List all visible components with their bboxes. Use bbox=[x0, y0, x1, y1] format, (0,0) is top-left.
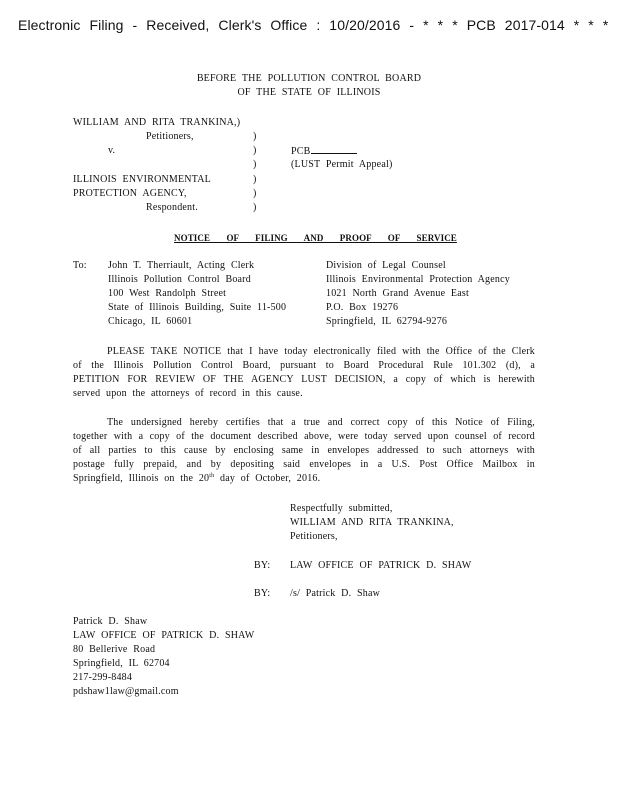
recipient-line: 1021 North Grand Avenue East bbox=[326, 288, 469, 299]
attorney-firm: LAW OFFICE OF PATRICK D. SHAW bbox=[73, 630, 255, 641]
attorney-phone: 217-299-8484 bbox=[73, 672, 133, 683]
attorney-email: pdshaw1law@gmail.com bbox=[73, 686, 179, 697]
court-heading-line-1: BEFORE THE POLLUTION CONTROL BOARD bbox=[196, 73, 422, 84]
recipient-line: State of Illinois Building, Suite 11-500 bbox=[108, 302, 287, 313]
certificate-paragraph-text bbox=[73, 416, 535, 486]
electronic-signature: /s/ Patrick D. Shaw bbox=[290, 588, 381, 599]
case-number bbox=[291, 144, 357, 159]
petitioners-label: Petitioners, bbox=[146, 131, 194, 142]
petitioners-name: WILLIAM AND RITA TRANKINA,) bbox=[73, 117, 241, 128]
attorney-street: 80 Bellerive Road bbox=[73, 644, 156, 655]
recipient-left bbox=[108, 259, 286, 329]
signer-role: Petitioners, bbox=[290, 531, 338, 542]
case-number-blank bbox=[311, 144, 357, 154]
certificate-text-end: day of October, 2016. bbox=[214, 473, 321, 484]
caption-paren: ) bbox=[253, 131, 257, 142]
electronic-filing-stamp: Electronic Filing - Received, Clerk's Office : 10/20/2016 - * * * PCB 2017-014 * * * bbox=[18, 17, 609, 33]
attorney-name: Patrick D. Shaw bbox=[73, 616, 148, 627]
recipient-line: Illinois Environmental Protection Agency bbox=[326, 274, 510, 285]
signature-block bbox=[290, 502, 454, 544]
caption-paren: ) bbox=[253, 159, 257, 170]
signer-name: WILLIAM AND RITA TRANKINA, bbox=[290, 517, 454, 528]
recipient-right bbox=[326, 259, 510, 329]
attorney-block bbox=[73, 615, 254, 699]
ordinal-suffix: th bbox=[209, 473, 215, 479]
case-type: (LUST Permit Appeal) bbox=[291, 159, 393, 170]
certificate-paragraph bbox=[73, 416, 535, 486]
recipient-line: Illinois Pollution Control Board bbox=[108, 274, 251, 285]
court-heading bbox=[0, 72, 618, 100]
certificate-text-main: The undersigned hereby certifies that a true and correct copy of this Notice of Filing, together with a copy of the document described above, were today served upon counsel of record of all parties to this cause by enclosing same in envelopes addressed to such attorneys with postage fully prepaid, and by depositing said envelopes in a U.S. Post Office Mailbox in Springfield, Illinois on the 20 bbox=[73, 417, 535, 484]
by-law-office: LAW OFFICE OF PATRICK D. SHAW bbox=[290, 560, 472, 571]
respondent-name-line-1: ILLINOIS ENVIRONMENTAL bbox=[73, 174, 211, 185]
attorney-city: Springfield, IL 62704 bbox=[73, 658, 170, 669]
caption-paren: ) bbox=[253, 145, 257, 156]
recipient-line: Springfield, IL 62794-9276 bbox=[326, 316, 448, 327]
recipient-line: P.O. Box 19276 bbox=[326, 302, 399, 313]
notice-paragraph-text: PLEASE TAKE NOTICE that I have today electronically filed with the Office of the Clerk of the Illinois Pollution Control Board, pursuant to Board Procedural Rule 101.302 (d), a PETITION FOR REVIEW OF THE AGENCY LUST DECISION, a copy of which is herewith served upon the attorneys of record in this cause. bbox=[73, 346, 535, 399]
case-label: PCB bbox=[291, 146, 311, 157]
recipient-line: 100 West Randolph Street bbox=[108, 288, 227, 299]
court-heading-line-2: OF THE STATE OF ILLINOIS bbox=[237, 87, 381, 98]
by-label: BY: bbox=[254, 588, 271, 599]
to-label: To: bbox=[73, 260, 87, 271]
caption-paren: ) bbox=[253, 188, 257, 199]
respondent-label: Respondent. bbox=[146, 202, 198, 213]
recipient-line: Division of Legal Counsel bbox=[326, 260, 446, 271]
caption-paren: ) bbox=[253, 202, 257, 213]
closing: Respectfully submitted, bbox=[290, 503, 393, 514]
versus-label: v. bbox=[108, 145, 116, 156]
recipient-line: John T. Therriault, Acting Clerk bbox=[108, 260, 255, 271]
notice-paragraph bbox=[73, 345, 535, 401]
respondent-name-line-2: PROTECTION AGENCY, bbox=[73, 188, 187, 199]
notice-title: NOTICE OF FILING AND PROOF OF SERVICE bbox=[174, 233, 457, 243]
recipient-line: Chicago, IL 60601 bbox=[108, 316, 193, 327]
by-label: BY: bbox=[254, 560, 271, 571]
caption-paren: ) bbox=[253, 174, 257, 185]
